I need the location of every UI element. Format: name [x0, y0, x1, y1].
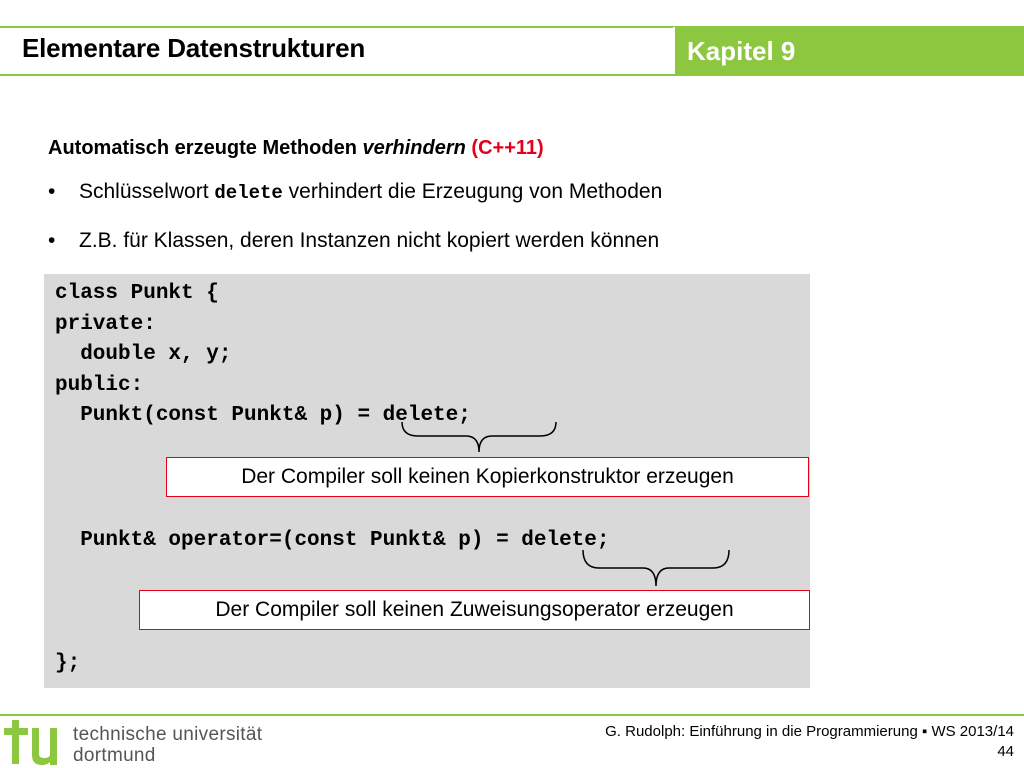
heading-version: (C++11): [471, 137, 544, 159]
footer-rule: [0, 714, 1024, 716]
code-line-7: };: [55, 652, 81, 675]
bullet-1-text-post: verhindert die Erzeugung von Methoden: [288, 180, 663, 203]
chapter-label: Kapitel 9: [687, 36, 796, 66]
code-line-1: class Punkt {: [55, 282, 219, 305]
curly-brace-icon: [400, 420, 558, 456]
page-title: Elementare Datenstrukturen: [22, 33, 366, 63]
assignment-operator-note: Der Compiler soll keinen Zuweisungsoperator erzeugen: [139, 590, 810, 630]
code-line-4: public:: [55, 374, 144, 397]
code-line-2: private:: [55, 313, 156, 336]
bullet-2-text: Z.B. für Klassen, deren Instanzen nicht kopiert werden können: [79, 229, 660, 252]
code-line-5: Punkt(const Punkt& p) = delete;: [55, 404, 471, 427]
university-name-line-1: technische universität: [73, 724, 263, 745]
page-number: 44: [997, 743, 1014, 760]
footer-credit: G. Rudolph: Einführung in die Programmierung ▪ WS 2013/14: [605, 723, 1014, 740]
bullet-marker: •: [48, 180, 56, 203]
section-heading: [48, 137, 544, 160]
curly-brace-icon: [581, 548, 731, 588]
heading-emphasis: verhindern: [362, 137, 466, 159]
bullet-item-2: [48, 229, 659, 253]
code-line-3: double x, y;: [55, 343, 232, 366]
bullet-1-text-pre: Schlüsselwort: [79, 180, 209, 203]
bullet-marker: •: [48, 229, 56, 252]
copy-constructor-note: Der Compiler soll keinen Kopierkonstruktor erzeugen: [166, 457, 809, 497]
tu-logo-icon: [4, 718, 66, 766]
header-bottom-rule: [0, 74, 1024, 76]
heading-text: Automatisch erzeugte Methoden: [48, 137, 357, 159]
chapter-badge: [673, 27, 1024, 75]
code-line-6: Punkt& operator=(const Punkt& p) = delete;: [55, 529, 610, 552]
delete-keyword: delete: [214, 182, 283, 204]
bullet-item-1: [48, 180, 662, 204]
university-name-line-2: dortmund: [73, 745, 156, 766]
